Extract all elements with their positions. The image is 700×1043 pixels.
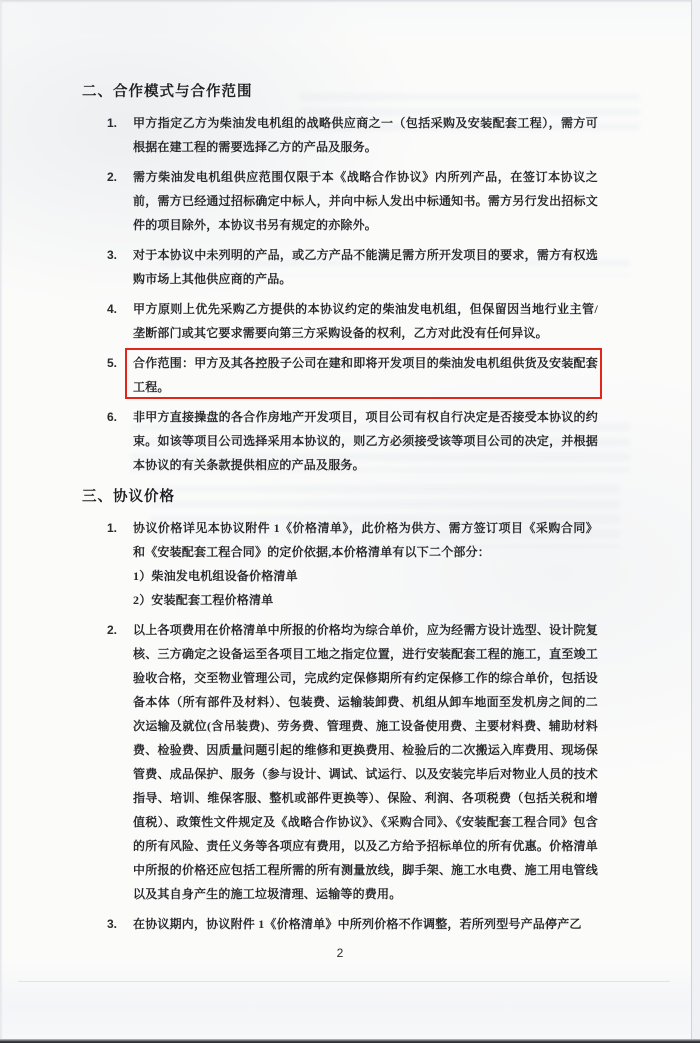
section-heading-cooperation: 二、合作模式与合作范围 bbox=[82, 84, 253, 100]
section-heading-price: 三、协议价格 bbox=[82, 489, 175, 505]
scan-top-edge bbox=[0, 0, 700, 3]
item-number: 6. bbox=[107, 410, 118, 424]
scan-fold-line bbox=[18, 981, 670, 982]
item-number: 4. bbox=[107, 302, 118, 316]
item-number: 3. bbox=[107, 917, 118, 931]
item-text: 对于本协议中未列明的产品，或乙方产品不能满足需方所开发项目的要求，需方有权选购市场上其他供应商的产品。 bbox=[133, 248, 598, 286]
item-text-run: 合作范围：甲方及其各控股子公司在建和即将开发项目的柴油发电机组供货及安装配套工程。 bbox=[133, 356, 598, 394]
item-text-run: 协议价格详见本协议附件 1《价格清单》，此价格为供方、需方签订项目《采购合同》和《安装配套工程合同》的定价依据,本价格清单有以下二个部分： bbox=[133, 521, 598, 559]
item-number: 1. bbox=[107, 116, 118, 130]
item-text: 以上各项费用在价格清单中所报的价格均为综合单价，应为经需方设计选型、设计院复核、三方确定之设备运至各项目工地之指定位置，进行安装配套工程的施工，直至竣工验收合格，交至物业管理公司，完成约定保修期所有约定保修工作的综合单价，包括设备本体（所有部件及材料）、包装费、运输装卸费、机组从卸车地面至发机房之间的二次运输及就位(含吊装费)、劳务费、管理费、施工设备使用费、主要材料费、辅助材料费、检验费、因质量问题引起的维修和更换费用、检验后的二次搬运入库费用、现场保管费、成品保护、服务（参与设计、调试、试运行、以及安装完毕后对物业人员的技术指导、培训、维保客服、整机或部件更换等）、保险、利润、各项税费（包括关税和增值税）、政策性文件规定及《战略合作协议》、《采购合同》、《安装配套工程合同》包含的所有风险、责任义务等各项应有费用，以及乙方给予招标单位的所有优惠。价格清单中所报的价格还应包括工程所需的所有测量放线，脚手架、施工水电费、施工用电管线以及其自身产生的施工垃圾清理、运输等的费用。 bbox=[133, 623, 598, 901]
item-number: 2. bbox=[107, 170, 118, 184]
list-item-3 bbox=[82, 243, 598, 291]
item-number: 5. bbox=[107, 356, 118, 370]
item-number: 3. bbox=[107, 248, 118, 262]
price-item-3 bbox=[82, 912, 598, 936]
item-text bbox=[133, 351, 598, 399]
item-text: 需方柴油发电机组供应范围仅限于本《战略合作协议》内所列产品，在签订本协议之前，需方已经通过招标确定中标人，并向中标人发出中标通知书。需方另行发出招标文件的项目除外，本协议书另有规定的亦除外。 bbox=[133, 170, 598, 232]
list-item-4 bbox=[82, 297, 598, 345]
price-item-1 bbox=[82, 516, 598, 612]
item-text: 甲方原则上优先采购乙方提供的本协议约定的柴油发电机组，但保留因当地行业主管/垄断部门或其它要求需要向第三方采购设备的权利，乙方对此没有任何异议。 bbox=[133, 302, 598, 340]
list-item-1 bbox=[82, 111, 598, 159]
list-item-6 bbox=[82, 405, 598, 477]
scan-right-margin bbox=[692, 0, 700, 1043]
item-number: 2. bbox=[107, 623, 118, 637]
scan-left-edge bbox=[0, 0, 3, 1043]
document-body bbox=[82, 80, 598, 942]
price-list-subitem-1: 1）柴油发电机组设备价格清单 bbox=[133, 569, 298, 583]
item-text: 在协议期内，协议附件 1《价格清单》中所列价格不作调整，若所列型号产品停产乙 bbox=[133, 917, 582, 931]
price-list-subitem-2: 2）安装配套工程价格清单 bbox=[133, 593, 274, 607]
item-text: 甲方指定乙方为柴油发电机组的战略供应商之一（包括采购及安装配套工程），需方可根据在建工程的需要选择乙方的产品及服务。 bbox=[133, 116, 598, 154]
item-text: 非甲方直接操盘的各合作房地产开发项目，项目公司有权自行决定是否接受本协议的约束。如该等项目公司选择采用本协议的，则乙方必须接受该等项目公司的决定，并根据本协议的有关条款提供相应的产品及服务。 bbox=[133, 410, 598, 472]
list-item-2 bbox=[82, 165, 598, 237]
price-item-2 bbox=[82, 618, 598, 906]
scan-bottom-edge bbox=[0, 1039, 700, 1043]
item-number: 1. bbox=[107, 521, 118, 535]
page-number: 2 bbox=[336, 946, 344, 960]
list-item-5-highlighted bbox=[82, 351, 598, 399]
item-text bbox=[133, 516, 598, 612]
